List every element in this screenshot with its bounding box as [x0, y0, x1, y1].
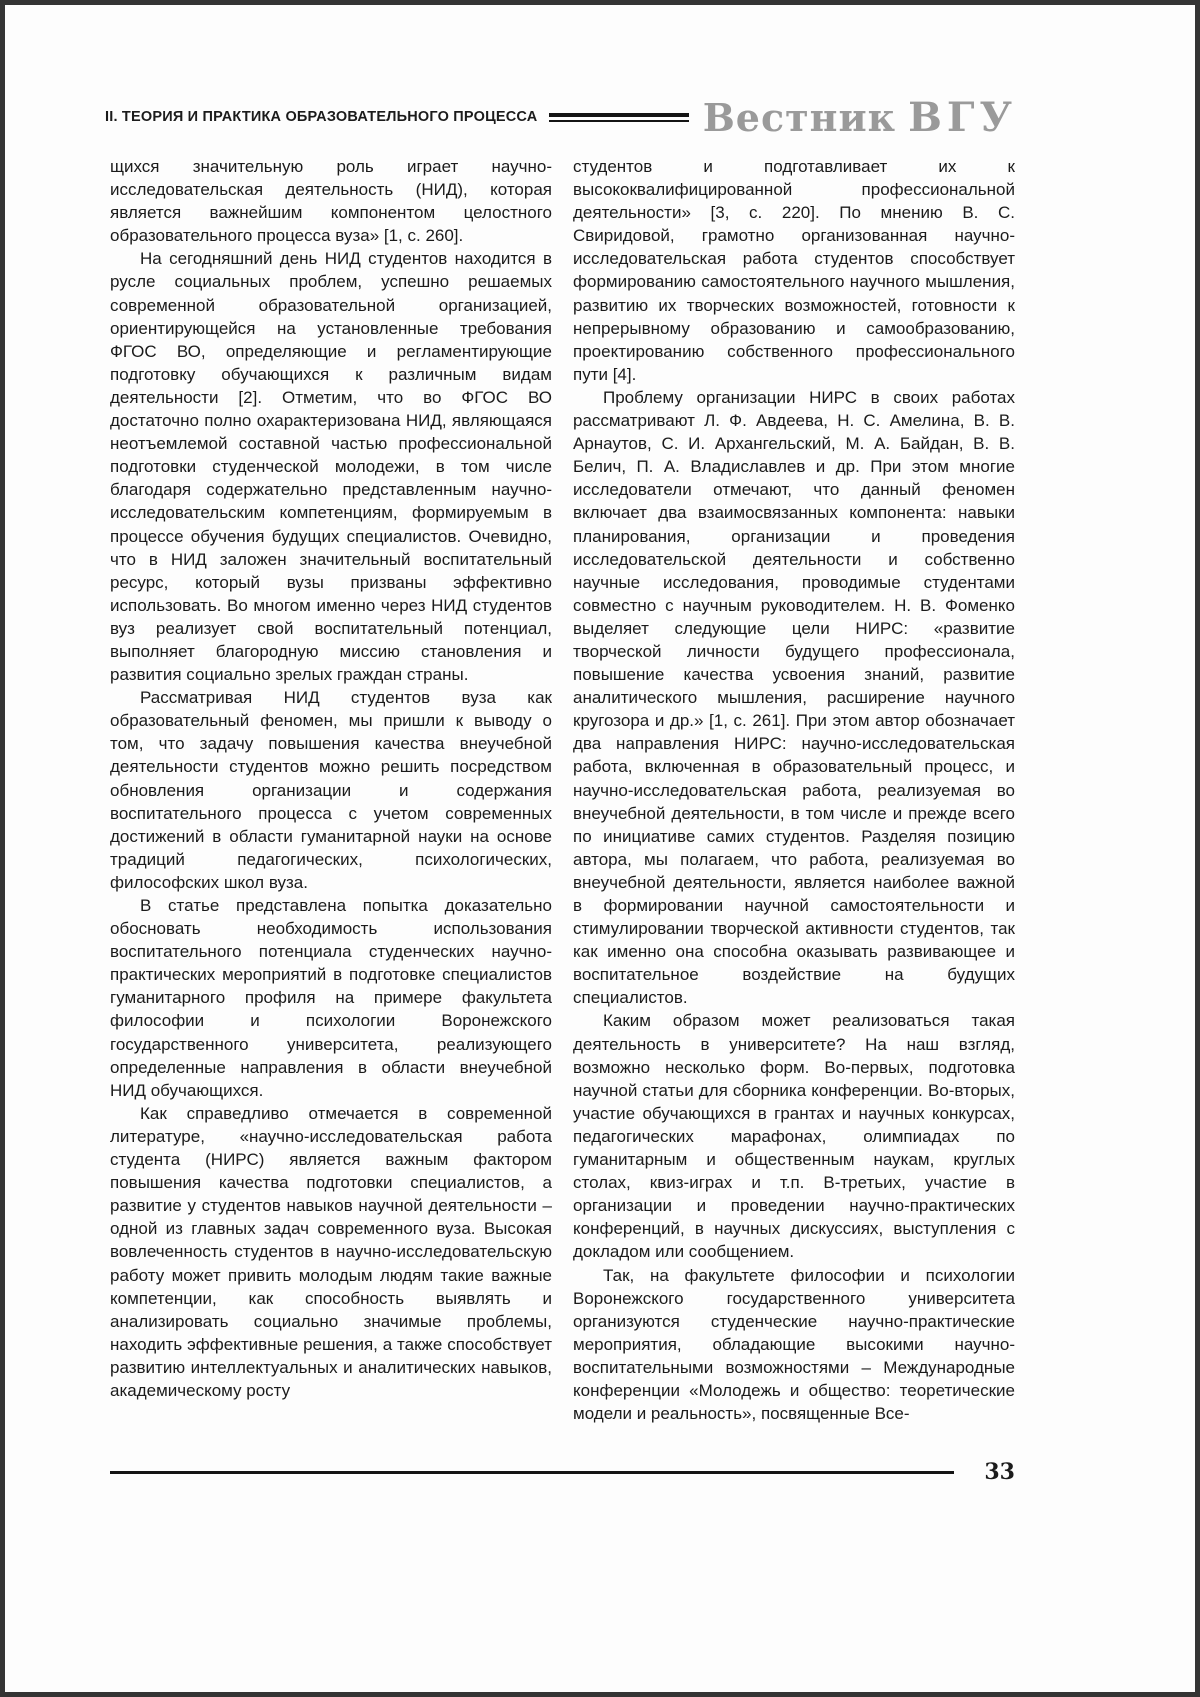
paragraph: Каким образом может реализоваться такая деятельность в университете? На наш взгляд, возможно несколько форм. Во-первых, подготовка научной статьи для сборника конференции. Во-вторых, участие обучающихся в грантах и научных конкурсах, педагогических марафонах, олимпиадах по гуманитарным и общественным наукам, круглых столах, квиз-играх и т.п. В-третьих, участие в организации и проведении научно-практических конференций, в научных дискуссиях, выступления с докладом или сообщением.	[573, 1011, 1015, 1262]
section-title: II. ТЕОРИЯ И ПРАКТИКА ОБРАЗОВАТЕЛЬНОГО ПРОЦЕССА	[105, 109, 538, 125]
paragraph: Проблему организации НИРС в своих работах рассматривают Л. Ф. Авдеева, Н. С. Амелина, В. В. Арнаутов, С. И. Архангельский, М. А. Байдан, В. В. Белич, П. А. Владиславлев и др. При этом многие исследователи отмечают, что данный феномен включает два взаимосвязанных компонента: навыки планирования, организации и проведения исследовательской деятельности и собственно научные исследования, проводимые студентами совместно с научным руководителем. Н. В. Фоменко выделяет следующие цели НИРС: «развитие творческой личности будущего профессионала, повышение качества усвоения знаний, развитие аналитического мышления, расширение научного кругозора и др.» [1, с. 261]. При этом автор обозначает два направления НИРС: научно-исследовательская работа, включенная в образовательный процесс, и научно-исследовательская работа, реализуемая во внеучебной деятельности, в том числе и прежде всего по инициативе самих студентов. Разделяя позицию автора, мы полагаем, что работа, реализуемая во внеучебной деятельности, является наиболее важной в формировании научной самостоятельности и стимулировании творческой активности студентов, так как именно она способна оказывать развивающее и воспитательное воздействие на будущих специалистов.	[573, 387, 1015, 1008]
right-column	[573, 155, 1015, 1425]
journal-page	[5, 5, 1195, 1692]
header-rule	[549, 113, 688, 122]
left-column	[110, 155, 552, 1425]
paragraph: щихся значительную роль играет научно-исследовательская деятельность (НИД), которая является важнейшим компонентом целостного образовательного процесса вуза» [1, с. 260].	[110, 157, 552, 246]
journal-logo-abbr: ВГУ	[908, 93, 1017, 141]
footer-rule	[110, 1471, 954, 1474]
paragraph: Рассматривая НИД студентов вуза как образовательный феномен, мы пришли к выводу о том, что задачу повышения качества внеучебной деятельности студентов можно решить посредством обновления организации и содержания воспитательного процесса с учетом современных достижений в области гуманитарной науки на основе традиций педагогических, психологических, философских школ вуза.	[110, 688, 552, 892]
article-body	[110, 155, 1015, 1425]
paragraph: В статье представлена попытка доказательно обосновать необходимость использования воспитательного потенциала студенческих научно-практических мероприятий в подготовке специалистов гуманитарного профиля на примере факультета философии и психологии Воронежского государственного университета, реализующего определенные направления в области внеучебной НИД обучающихся.	[110, 896, 552, 1100]
paragraph: Так, на факультете философии и психологии Воронежского государственного университета организуются студенческие научно-практические мероприятия, обладающие высокими научно-воспитательными возможностями – Международные конференции «Молодежь и общество: теоретические модели и реальность», посвященные Все-	[573, 1265, 1015, 1424]
page-header	[105, 89, 1017, 145]
page-footer	[110, 1459, 1015, 1485]
journal-logo-name: Вестник	[702, 94, 897, 140]
paragraph: студентов и подготавливает их к высококвалифицированной профессиональной деятельности» [3, с. 220]. По мнению В. С. Свиридовой, грамотно организованная научно-исследовательская работа студентов способствует формированию самостоятельного научного мышления, развитию их творческих возможностей, готовности к непрерывному образованию и самообразованию, проектированию собственного профессионального пути [4].	[573, 157, 1015, 384]
journal-logo	[703, 94, 1017, 141]
paragraph: На сегодняшний день НИД студентов находится в русле социальных проблем, успешно решаемых современной образовательной организацией, ориентирующейся на установленные требования ФГОС ВО, определяющие и регламентирующие подготовку обучающихся к различным видам деятельности [2]. Отметим, что во ФГОС ВО достаточно полно охарактеризована НИД, являющаяся неотъемлемой составной частью профессиональной подготовки студенческой молодежи, в том числе благодаря содержательно представленным научно-исследовательским компетенциям, формируемым в процессе обучения будущих специалистов. Очевидно, что в НИД заложен значительный воспитательный ресурс, который вузы призваны эффективно использовать. Во многом именно через НИД студентов вуз реализует свой воспитательный потенциал, выполняет благородную миссию становления и развития социально зрелых граждан страны.	[110, 249, 552, 685]
paragraph: Как справедливо отмечается в современной литературе, «научно-исследовательская работа студента (НИРС) является важным фактором повышения качества подготовки специалистов, а развитие у студентов навыков научной деятельности – одной из главных задач современного вуза. Высокая вовлеченность студентов в научно-исследовательскую работу может привить молодым людям такие важные компетенции, как способность выявлять и анализировать социально значимые проблемы, находить эффективные решения, а также способствует развитию интеллектуальных и аналитических навыков, академическому росту	[110, 1103, 552, 1400]
page-number: 33	[984, 1459, 1015, 1485]
